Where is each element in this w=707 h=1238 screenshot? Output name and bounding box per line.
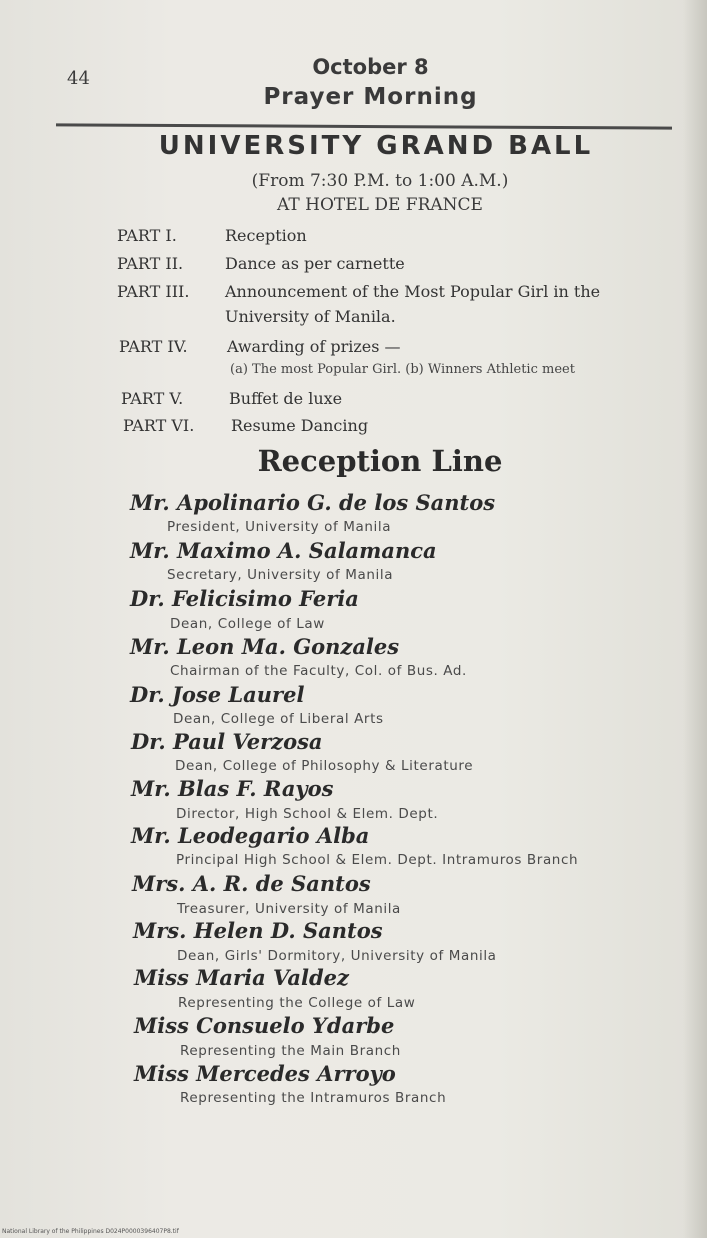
member-role: Dean, College of Liberal Arts xyxy=(173,711,384,727)
member-name: Dr. Felicisimo Feria xyxy=(130,586,359,611)
part-label: PART IV. xyxy=(119,337,188,356)
member-name: Mr. Apolinario G. de los Santos xyxy=(130,490,496,515)
archive-credit: National Library of the Philippines D024P0000396407P8.tif xyxy=(2,1228,179,1235)
programme-part xyxy=(117,254,405,273)
member-role: Dean, Girls' Dormitory, University of Manila xyxy=(177,948,497,964)
member-role: Dean, College of Philosophy & Literature xyxy=(175,758,474,774)
event-venue: AT HOTEL DE FRANCE xyxy=(277,195,483,215)
member-name: Mr. Leodegario Alba xyxy=(131,823,370,848)
header-divider xyxy=(56,123,672,129)
member-name: Mrs. Helen D. Santos xyxy=(133,918,383,943)
part-text: Announcement of the Most Popular Girl in the xyxy=(225,282,601,301)
programme-part xyxy=(117,282,600,301)
member-name: Dr. Paul Verzosa xyxy=(131,729,323,754)
part-text: Resume Dancing xyxy=(231,416,369,435)
member-name: Dr. Jose Laurel xyxy=(130,682,305,707)
member-role: Representing the Main Branch xyxy=(180,1043,401,1059)
page-number: 44 xyxy=(67,68,90,89)
member-name: Miss Mercedes Arroyo xyxy=(134,1061,396,1086)
programme-part xyxy=(121,389,342,408)
member-role: Representing the College of Law xyxy=(178,995,416,1011)
member-name: Miss Consuelo Ydarbe xyxy=(134,1013,395,1038)
part-text-continuation: University of Manila. xyxy=(225,307,396,326)
header-title: Prayer Morning xyxy=(263,84,478,110)
member-role: Treasurer, University of Manila xyxy=(177,901,401,917)
event-time: (From 7:30 P.M. to 1:00 A.M.) xyxy=(251,171,509,191)
part-text: Reception xyxy=(225,226,307,245)
part-text: Awarding of prizes — xyxy=(227,337,401,356)
member-role: Principal High School & Elem. Dept. Intramuros Branch xyxy=(176,852,579,868)
event-title: UNIVERSITY GRAND BALL xyxy=(158,131,594,161)
header-date: October 8 xyxy=(312,55,429,79)
programme-part xyxy=(123,416,368,435)
part-text: Dance as per carnette xyxy=(225,254,405,273)
member-name: Mr. Blas F. Rayos xyxy=(131,776,334,801)
part-label: PART VI. xyxy=(123,416,195,435)
member-role: Director, High School & Elem. Dept. xyxy=(176,806,439,822)
member-role: Dean, College of Law xyxy=(170,616,325,632)
part-label: PART II. xyxy=(117,254,184,273)
member-name: Mrs. A. R. de Santos xyxy=(132,871,371,896)
part-label: PART I. xyxy=(117,226,177,245)
member-role: Representing the Intramuros Branch xyxy=(180,1090,447,1106)
reception-line-heading: Reception Line xyxy=(257,444,503,478)
programme-part xyxy=(119,337,401,356)
member-name: Mr. Maximo A. Salamanca xyxy=(130,538,437,563)
member-name: Mr. Leon Ma. Gonzales xyxy=(130,634,400,659)
part-label: PART III. xyxy=(117,282,190,301)
part-subtext: (a) The most Popular Girl. (b) Winners Athletic meet xyxy=(230,362,575,377)
member-name: Miss Maria Valdez xyxy=(134,965,349,990)
member-role: President, University of Manila xyxy=(167,519,392,535)
programme-part xyxy=(117,226,307,245)
part-text: Buffet de luxe xyxy=(229,389,343,408)
page-edge-shadow xyxy=(683,0,707,1238)
member-role: Chairman of the Faculty, Col. of Bus. Ad. xyxy=(170,663,467,679)
part-label: PART V. xyxy=(121,389,184,408)
member-role: Secretary, University of Manila xyxy=(167,567,394,583)
